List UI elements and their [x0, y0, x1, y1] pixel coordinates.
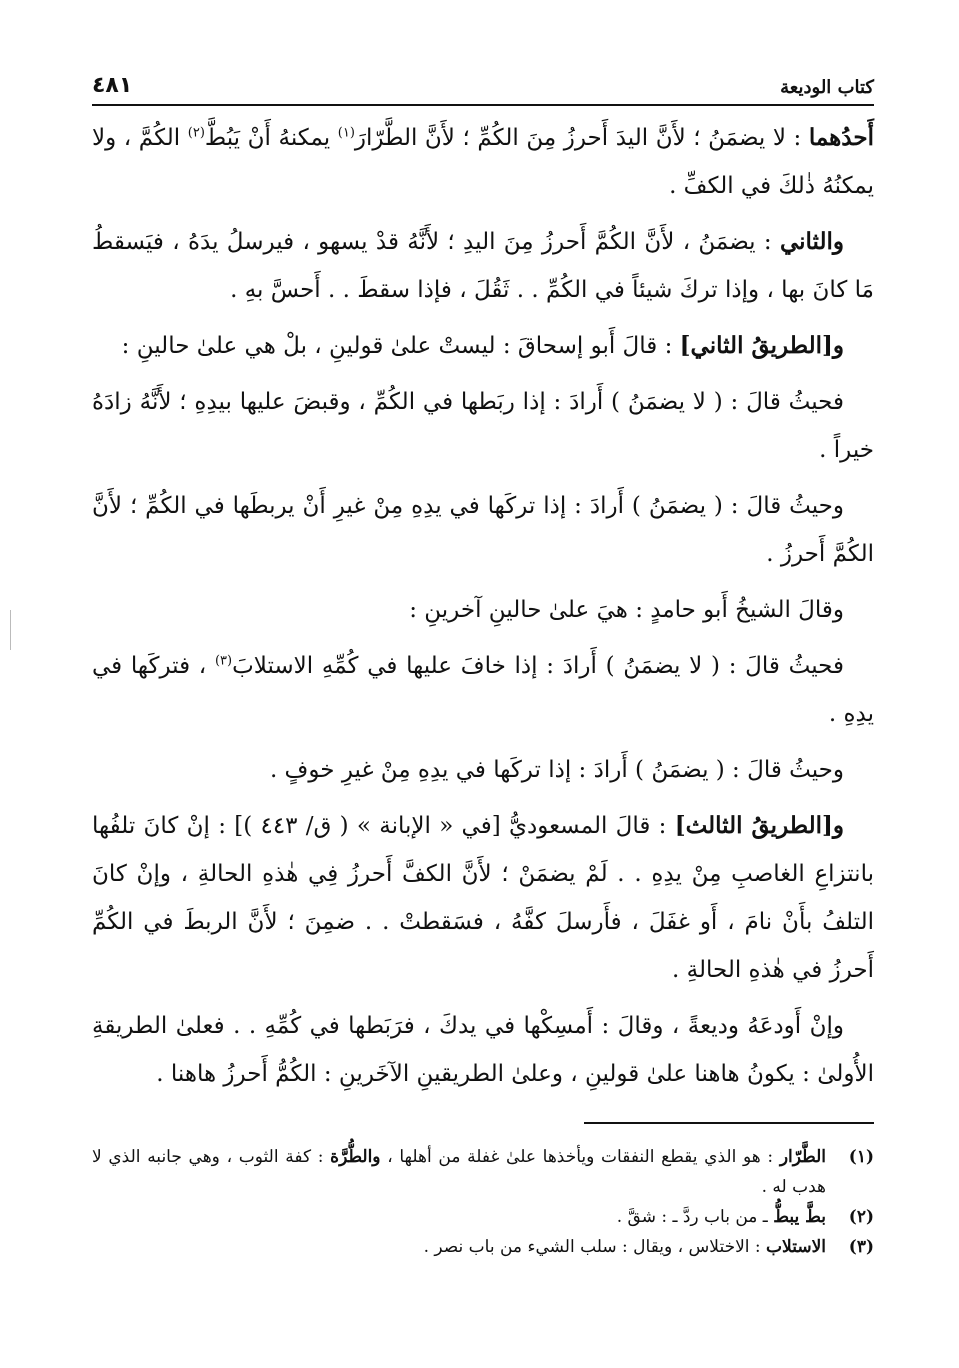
paragraph-8 — [92, 746, 874, 794]
paragraph-lead: والثاني — [779, 228, 844, 255]
paragraph-text: ، فتركَها في يدِهِ . — [92, 653, 874, 727]
paragraph-text: الكُمَّ ، ولا يمكنُهُ ذٰلكَ في الكفِّ . — [92, 125, 874, 199]
running-header — [92, 62, 874, 106]
footnote-body: : كفة الثوب ، وهي جانبه الذي لا هدب له . — [92, 1147, 826, 1197]
footnote-number: (٢) — [848, 1207, 874, 1227]
footnote-number: (٣) — [848, 1237, 874, 1257]
footnote-term: بطَّ يبطُّ — [773, 1207, 826, 1227]
paragraph-text: وحيثُ قالَ : ( يضمَنُ ) أَرادَ : إذا تركَها في يدِهِ مِنْ غيرِ أَنْ يربطَها في الكُمِّ ؛ لأَنَّ الكُمَّ أَحرزُ . — [92, 493, 874, 567]
paragraph-text: فحيثُ قالَ : ( لا يضمَنُ ) أَرادَ : إذا ربَطها في الكُمِّ ، وقبضَ عليها بيدِهِ ؛ لأَنَّهُ زادَهُ خيراً . — [92, 389, 874, 463]
paragraph-1 — [92, 114, 874, 210]
paragraph-4 — [92, 378, 874, 474]
footnotes — [92, 1142, 874, 1262]
footnote-text — [92, 1142, 826, 1202]
paragraph-text: يمكنهُ أَنْ يَبُطَّ — [204, 125, 338, 151]
paragraph-text: : قالَ أَبو إسحاقَ : ليستْ علىٰ قولينِ ، بلْ هي علىٰ حالينِ : — [121, 333, 680, 359]
page — [92, 62, 874, 1262]
paragraph-text: : يضمَنُ ، لأَنَّ الكُمَّ أَحرزُ مِنَ اليدِ ؛ لأَنَّهُ قدْ يسهو ، فيرسلُ يدَهُ ، فيَسقطُ مَا كانَ بها ، وإذا تركَ شيئاً في الكُمِّ . . ثَقُلَ ، فإذا سقطَ . . أَحسَّ بهِ . — [92, 229, 874, 303]
footnote-term: الاستلاب — [766, 1237, 826, 1257]
book-title: كتاب الوديعة — [780, 77, 874, 98]
footnote-ref-3[interactable]: (٣) — [214, 653, 233, 669]
main-text — [92, 114, 874, 1098]
footnote-term: الطَّرّار — [779, 1147, 826, 1167]
footnote-body: ـ من باب ردَّ ـ : شقَّ . — [616, 1207, 774, 1227]
scan-edge-mark — [10, 610, 11, 650]
footnote-body: : الاختلاس ، ويقال : سلب الشيء من باب نصر . — [423, 1237, 767, 1257]
paragraph-3 — [92, 322, 874, 370]
paragraph-5 — [92, 482, 874, 578]
footnote-text — [92, 1232, 826, 1262]
paragraph-lead: و[الطريقُ الثاني] — [679, 332, 844, 359]
paragraph-lead: و[الطريقُ الثالث] — [674, 812, 845, 839]
paragraph-2 — [92, 218, 874, 314]
footnote-1 — [92, 1142, 874, 1202]
footnote-ref-2[interactable]: (٢) — [187, 125, 205, 141]
footnote-2 — [92, 1202, 874, 1232]
paragraph-7 — [92, 642, 874, 738]
footnote-3 — [92, 1232, 874, 1262]
paragraph-text: فحيثُ قالَ : ( لا يضمَنُ ) أَرادَ : إذا خافَ عليها في كُمِّهِ الاستلابَ — [232, 653, 844, 679]
paragraph-6 — [92, 586, 874, 634]
paragraph-10 — [92, 1002, 874, 1098]
footnote-ref-1[interactable]: (١) — [337, 125, 355, 141]
footnote-text — [92, 1202, 826, 1232]
paragraph-text: : قالَ المسعوديُّ [في « الإبانة » ( ق/ ٤٤٣ )] : إنْ كانَ تلفُها بانتزاعِ الغاصبِ مِنْ يدِهِ . . لَمْ يضمَنْ ؛ لأَنَّ الكفَّ أَحرزُ فِي هٰذهِ الحالةِ ، وإنْ كانَ التلفُ بأَنْ نامَ ، أَو غفَلَ ، فأَرسلَ كفَّهُ ، فسَقطتْ . . ضمِنَ ؛ لأَنَّ الربطَ في الكُمِّ أَحرزُ في هٰذهِ الحالةِ . — [92, 813, 874, 983]
paragraph-text: وحيثُ قالَ : ( يضمَنُ ) أَرادَ : إذا تركَها في يدِهِ مِنْ غيرِ خوفٍ . — [269, 757, 844, 783]
paragraph-text: وإنْ أَودعَهُ وديعةً ، وقالَ : أَمسِكْها في يدكَ ، فرَبَطها في كُمِّهِ . . فعلىٰ الطريقةِ الأُولىٰ : يكونُ هاهنا علىٰ قولينِ ، وعلىٰ الطريقينِ الآخَرينِ : الكُمُّ أَحرزُ هاهنا . — [92, 1013, 874, 1087]
footnote-term: والطُّرَّة — [330, 1147, 381, 1167]
paragraph-text: : لا يضمَنُ ؛ لأَنَّ اليدَ أَحرزُ مِنَ الكُمِّ ؛ لأَنَّ الطَّرّارَ — [354, 125, 809, 151]
footnote-number: (١) — [848, 1147, 874, 1167]
footnote-body: : هو الذي يقطع النفقات ويأخذها علىٰ غفلة من أهلها ، — [380, 1147, 780, 1167]
page-number: ٤٨١ — [92, 73, 133, 98]
paragraph-lead: أَحدُهما — [808, 124, 874, 151]
paragraph-9 — [92, 802, 874, 994]
paragraph-text: وقالَ الشيخُ أَبو حامدٍ : هيَ علىٰ حالينِ آخرينِ : — [409, 597, 844, 623]
footnote-divider — [584, 1122, 874, 1124]
